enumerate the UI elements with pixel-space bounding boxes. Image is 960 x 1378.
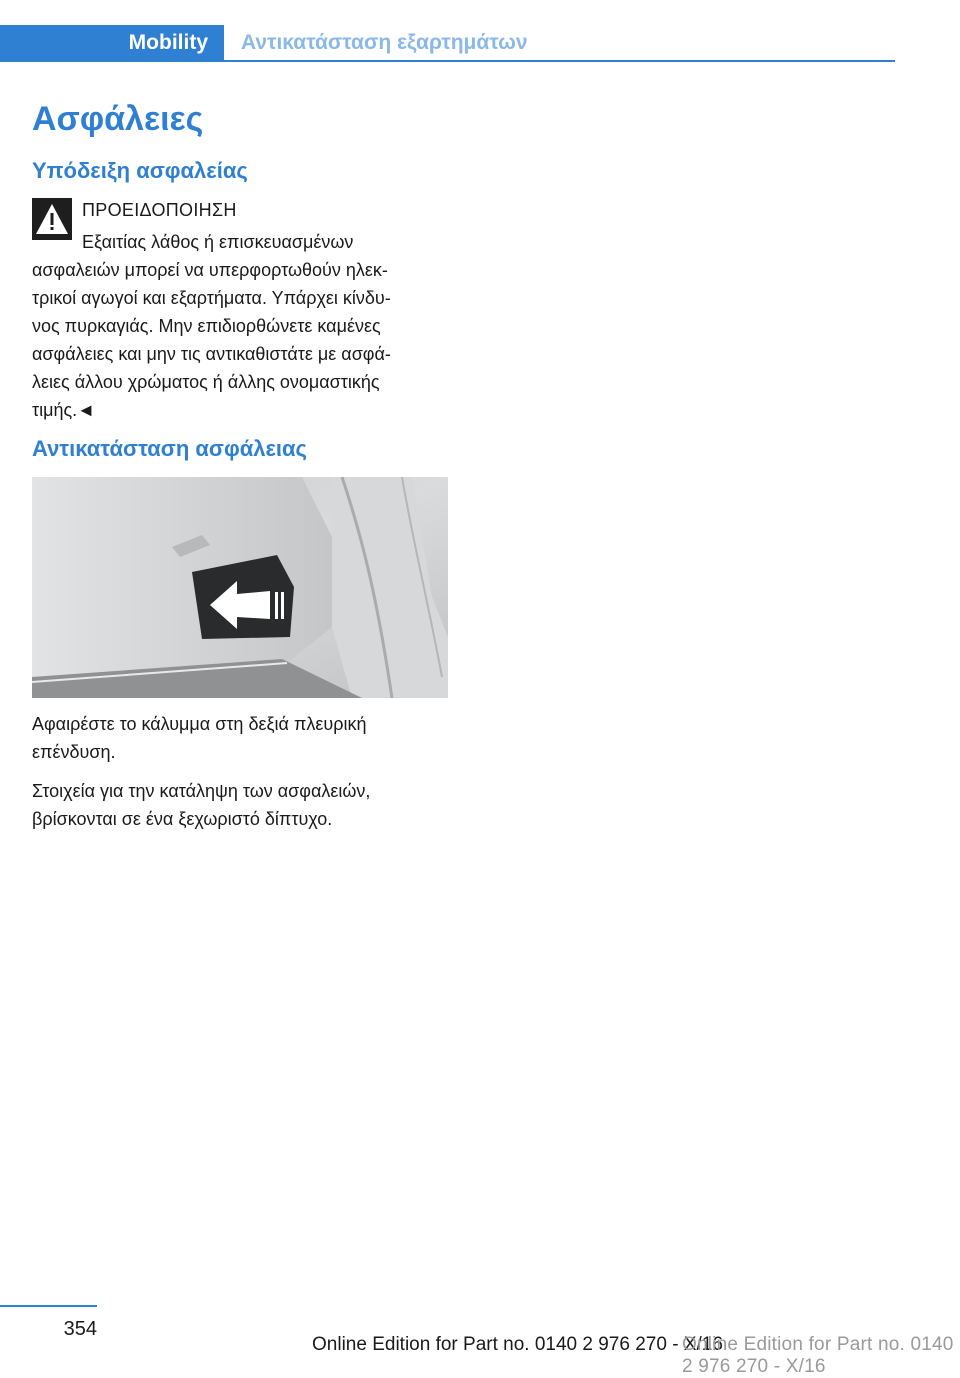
tab-mobility-label: Mobility bbox=[128, 31, 208, 54]
paragraph-line: βρίσκονται σε ένα ξεχωριστό δίπτυχο. bbox=[32, 809, 333, 829]
watermark-text: Online Edition for Part no. 0140 2 976 270 - X/16 bbox=[682, 1334, 954, 1377]
footer-line bbox=[0, 1305, 97, 1307]
header-underline bbox=[0, 60, 895, 62]
page-number: 354 bbox=[63, 1318, 97, 1340]
edition-text: Online Edition for Part no. 0140 2 976 270 - X/16 bbox=[312, 1334, 723, 1355]
tab-section-title[interactable] bbox=[241, 25, 528, 61]
warning-line: ασφαλειών μπορεί να υπερφορτωθούν ηλεκ- bbox=[32, 260, 388, 280]
page-title: Ασφάλειες bbox=[32, 100, 204, 138]
warning-triangle-icon-svg bbox=[32, 198, 72, 240]
warning-label: ΠΡΟΕΙΔΟΠΟΙΗΣΗ bbox=[82, 200, 237, 220]
tab-section-label: Αντικατάσταση εξαρτημάτων bbox=[241, 31, 528, 54]
trunk-side-panel-illustration bbox=[32, 477, 448, 698]
warning-line: λειες άλλου χρώματος ή άλλης ονομαστικής bbox=[32, 372, 380, 392]
warning-text bbox=[32, 256, 452, 424]
warning-line: νος πυρκαγιάς. Μην επιδιορθώνετε καμένες bbox=[32, 316, 381, 336]
warning-line: τρικοί αγωγοί και εξαρτήματα. Υπάρχει κίνδυ- bbox=[32, 288, 391, 308]
heading-safety-notice: Υπόδειξη ασφαλείας bbox=[32, 158, 248, 183]
tab-mobility[interactable] bbox=[0, 25, 224, 61]
paragraph-line: Στοιχεία για την κατάληψη των ασφαλειών, bbox=[32, 781, 371, 801]
heading-fuse-replacement: Αντικατάσταση ασφάλειας bbox=[32, 436, 307, 461]
warning-triangle-icon bbox=[32, 198, 72, 240]
paragraph-remove-cover bbox=[32, 710, 452, 766]
trunk-side-panel-photo bbox=[32, 477, 448, 698]
paragraph-line: επένδυση. bbox=[32, 742, 116, 762]
warning-line: τιμής.◄ bbox=[32, 400, 95, 420]
warning-line: ασφάλειες και μην τις αντικαθιστάτε με ασφά- bbox=[32, 344, 391, 364]
paragraph-fuse-info bbox=[32, 777, 452, 833]
warning-first-line: Εξαιτίας λάθος ή επισκευασμένων bbox=[82, 232, 354, 252]
paragraph-line: Αφαιρέστε το κάλυμμα στη δεξιά πλευρική bbox=[32, 714, 367, 734]
